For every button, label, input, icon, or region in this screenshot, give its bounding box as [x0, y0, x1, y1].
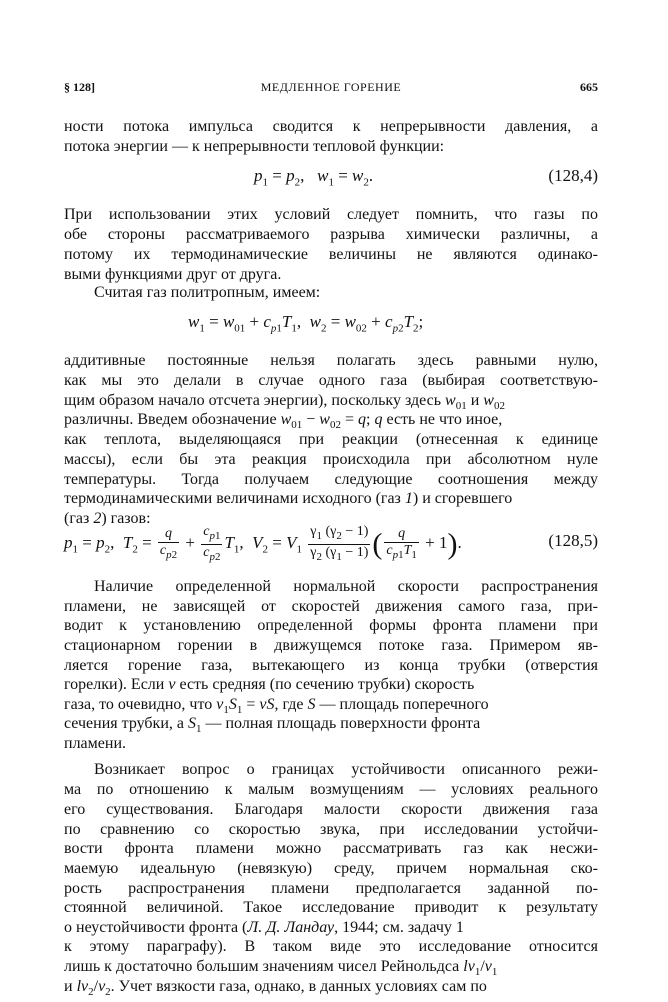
- text-line: обе стороны рассматриваемого разрыва химически различны, а: [64, 226, 598, 243]
- text-fragment: различны. Введем обозначение: [64, 411, 277, 428]
- text-fragment: о неустойчивости фронта (: [64, 919, 248, 936]
- equation-128-5: $p_1 = p_2$, $T_2$ = $\frac{q}{c_{p2}}$ + $\frac{c_{p1}}{c_{p2}}$ $T_1$, $V_2 = V_1$ $\frac{\gamma_1 (\gamma_2 - 1)}{\gamma_2 (\gamma_1 - 1)}$ ( $\frac{q}{c_{p1}T_1}$ + 1).: [64, 524, 462, 563]
- text-line: При использовании этих условий следует помнить, что газы по: [64, 206, 598, 223]
- text-line: [64, 918, 598, 938]
- text-line: стоянной величиной. Такое исследование приводит к результату: [64, 899, 598, 916]
- text-line: Считая газ политропным, имеем:: [94, 284, 321, 301]
- text-line: Возникает вопрос о границах устойчивости описанного режи-: [94, 761, 598, 778]
- text-fragment: ) газов:: [101, 510, 151, 527]
- text-line: сечения трубки, а $S_1$ — полная площадь поверхности фронта: [64, 715, 481, 736]
- text-fragment: термодинамическими величинами исходного (газ: [64, 490, 401, 507]
- text-line: маемую идеальную (невязкую) среду, причем нормальная ско-: [64, 860, 598, 877]
- text-fragment: горелки). Если: [64, 676, 165, 693]
- text-line: ности потока импульса сводится к непрерывности давления, а: [64, 118, 598, 135]
- text-line: его существования. Благодаря малости скорости движения газа: [64, 801, 598, 818]
- text-fragment: — площадь поперечного: [319, 696, 489, 713]
- text-fragment: (газ: [64, 510, 90, 527]
- text-line: вости фронта пламени можно рассматривать газ как несжи-: [64, 840, 598, 857]
- text-fragment: есть средняя (по сечению трубки) скорость: [179, 676, 475, 693]
- running-header: [64, 80, 598, 98]
- text-fragment: , где: [274, 696, 304, 713]
- text-line: газа, то очевидно, что $v_1S_1$ = vS, где S — площадь поперечного: [64, 696, 489, 717]
- text-line: водит к установлению определенной формы фронта пламени при: [64, 617, 598, 634]
- text-fragment: , 1944; см. задачу 1: [334, 919, 464, 936]
- text-line: горелки). Если v есть средняя (по сечению трубки) скорость: [64, 676, 475, 693]
- text-line: как теплота, выделяющаяся при реакции (отнесенная к единице: [64, 431, 598, 448]
- equation-label: (128,4): [548, 166, 598, 185]
- text-line: потому их термодинамические величины не являются одинако-: [64, 246, 598, 263]
- text-line: (газ 2) газов:: [64, 510, 151, 527]
- equation-enthalpy: $w_1 = w_{01} + c_{p1}T_1$, $w_2 = w_{02} + c_{p2}T_2$;: [188, 312, 424, 335]
- text-line: щим образом начало отсчета энергии), поскольку здесь $w_{01}$ и $w_{02}$: [64, 392, 505, 413]
- text-line: выми функциями друг от друга.: [64, 266, 282, 283]
- text-line: потока энергии — к непрерывности тепловой функции:: [64, 138, 445, 155]
- text-line: ляется горение газа, вытекающего из конца трубки (отверстия: [64, 657, 598, 674]
- text-fragment: щим образом начало отсчета энергии), поскольку здесь: [64, 392, 442, 409]
- equation-label: (128,5): [548, 531, 598, 550]
- text-fragment: сечения трубки, а: [64, 715, 184, 732]
- text-line: массы), если бы эта реакция происходила при абсолютном нуле: [64, 451, 598, 468]
- section-number: § 128]: [64, 80, 95, 94]
- text-line: термодинамическими величинами исходного (газ 1) и сгоревшего: [64, 490, 513, 507]
- text-fragment: и: [64, 978, 73, 995]
- author-name: Л. Д. Ландау: [247, 919, 335, 936]
- chapter-title: МЕДЛЕННОЕ ГОРЕНИЕ: [260, 80, 402, 94]
- text-line: рость распространения пламени предполагается заданной по-: [64, 880, 598, 897]
- text-line: пламени.: [64, 735, 126, 752]
- text-line: и $lv_2/\nu_2$. Учет вязкости газа, однако, в данных условиях сам по: [64, 978, 487, 999]
- text-line: различны. Введем обозначение $w_{01} - w_{02} = q$; q есть не что иное,: [64, 411, 503, 432]
- page-number: 665: [580, 80, 598, 94]
- text-line: к этому параграфу). В таком виде это исследование относится: [64, 938, 598, 955]
- text-line: ма по отношению к малым возмущениям — условиях реального: [64, 781, 598, 798]
- text-fragment: ) и сгоревшего: [412, 490, 513, 507]
- text-fragment: — полная площадь поверхности фронта: [205, 715, 481, 732]
- text-fragment: газа, то очевидно, что: [64, 696, 213, 713]
- text-fragment: . Учет вязкости газа, однако, в данных условиях сам по: [110, 978, 487, 995]
- text-line: аддитивные постоянные нельзя полагать здесь равными нулю,: [64, 352, 598, 369]
- text-line: лишь к достаточно большим значениям чисел Рейнольдса $lv_1/\nu_1$: [64, 958, 498, 979]
- equation-128-4: $p_1 = p_2$, $w_1 = w_2$.: [254, 166, 374, 189]
- text-line: Наличие определенной нормальной скорости распространения: [94, 578, 598, 595]
- text-fragment: есть не что иное,: [386, 411, 503, 428]
- text-line: стационарном горении в движущемся потоке газа. Примером яв-: [64, 637, 598, 654]
- text-line: температуры. Тогда получаем следующие соотношения между: [64, 471, 598, 488]
- text-line: пламени, не зависящей от скоростей движения самого газа, при-: [64, 598, 598, 615]
- text-fragment: лишь к достаточно большим значениям чисел Рейнольдса: [64, 958, 460, 975]
- text-line: по сравнению со скоростью звука, при исследовании устойчи-: [64, 821, 598, 838]
- text-line: как мы это делали в случае одного газа (выбирая соответствую-: [64, 372, 598, 389]
